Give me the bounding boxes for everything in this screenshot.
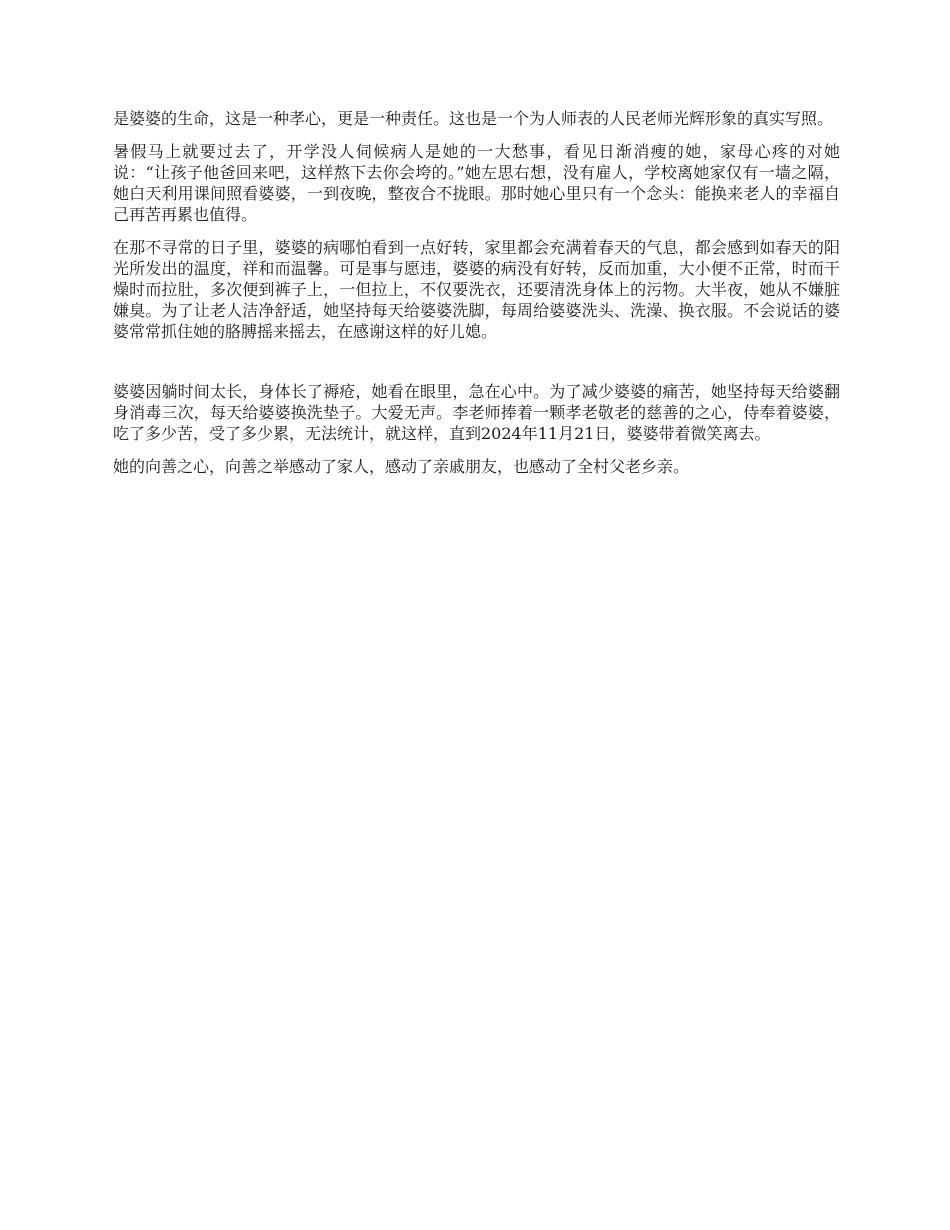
paragraph-3: 在那不寻常的日子里，婆婆的病哪怕看到一点好转，家里都会充满着春天的气息，都会感到如春天的阳光所发出的温度，祥和而温馨。可是事与愿违，婆婆的病没有好转，反而加重，大小便不正常，时而干燥时而拉肚，多次便到裤子上，一但拉上，不仅要洗衣，还要清洗身体上的污物。大半夜，她从不嫌脏嫌臭。为了让老人洁净舒适，她坚持每天给婆婆洗脚，每周给婆婆洗头、洗澡、换衣服。不会说话的婆婆常常抓住她的胳膊摇来摇去，在感谢这样的好儿媳。 <box>113 238 840 341</box>
document-body <box>113 108 840 489</box>
paragraph-5: 她的向善之心，向善之举感动了家人，感动了亲戚朋友，也感动了全村父老乡亲。 <box>113 457 690 476</box>
paragraph-2: 暑假马上就要过去了，开学没人伺候病人是她的一大愁事，看见日渐消瘦的她，家母心疼的对她说：“让孩子他爸回来吧，这样熬下去你会垮的。”她左思右想，没有雇人，学校离她家仅有一墙之隔，她白天利用课间照看婆婆，一到夜晚，整夜合不拢眼。那时她心里只有一个念头：能换来老人的幸福自己再苦再累也值得。 <box>113 142 840 224</box>
paragraph-1: 是婆婆的生命，这是一种孝心，更是一种责任。这也是一个为人师表的人民老师光辉形象的真实写照。 <box>113 109 834 128</box>
paragraph-4: 婆婆因躺时间太长，身体长了褥疮，她看在眼里，急在心中。为了减少婆婆的痛苦，她坚持每天给婆翻身消毒三次，每天给婆婆换洗垫子。大爱无声。李老师捧着一颗孝老敬老的慈善的之心，侍奉着婆婆，吃了多少苦，受了多少累，无法统计，就这样，直到2024年11月21日，婆婆带着微笑离去。 <box>113 382 840 443</box>
